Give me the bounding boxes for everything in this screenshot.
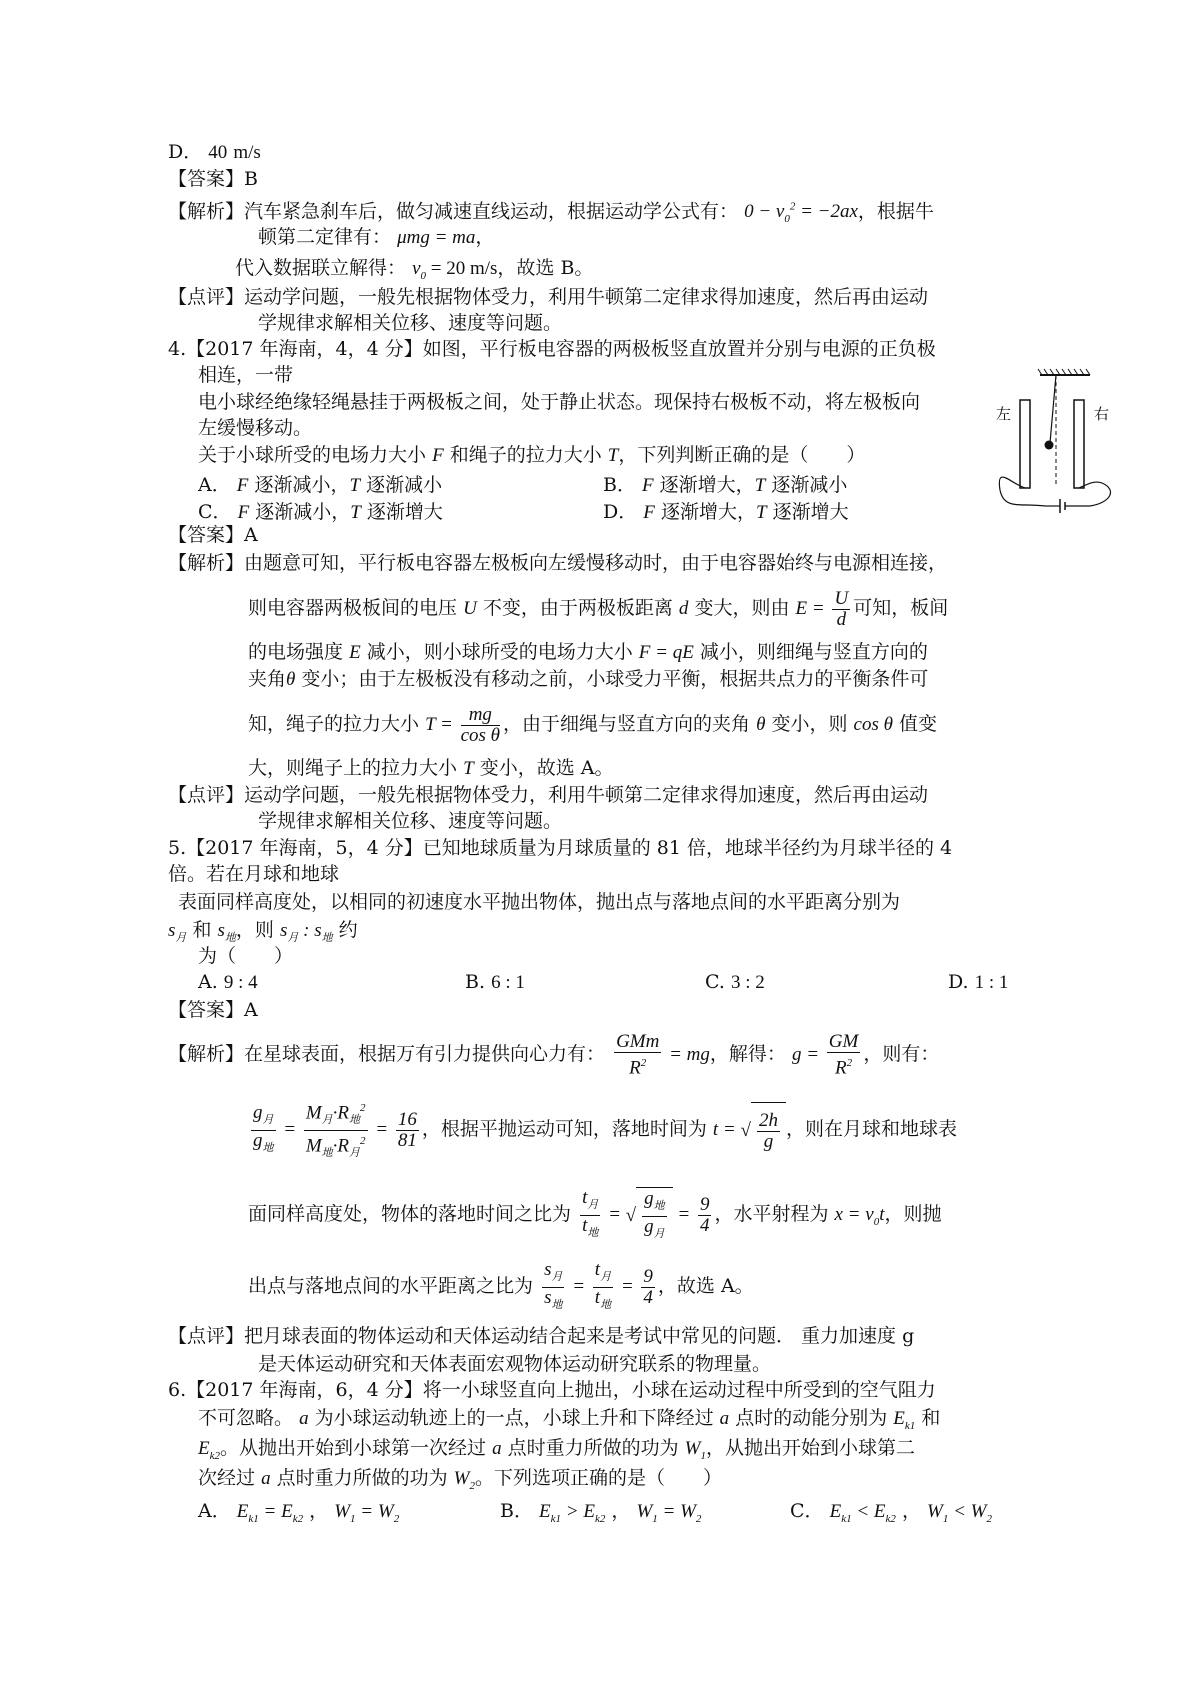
var-Ek1: $E_{k1}$ <box>893 1408 916 1432</box>
var-cos-theta: cos θ <box>853 714 893 735</box>
ratio-s: $s_月$ : $s_地$ <box>279 920 333 944</box>
var-d: d <box>678 598 689 619</box>
right-plate-label: 右 <box>1094 405 1110 423</box>
q6-stem-line-4 <box>198 1466 722 1498</box>
analysis-tag: 【解析】 <box>168 552 245 574</box>
stem-text: 为（ ） <box>198 945 294 967</box>
stem-text: 点时的动能分别为 <box>735 1407 888 1429</box>
q5-stem-line-3 <box>178 890 900 914</box>
analysis-text: ，则在月球和地球表 <box>785 1117 957 1140</box>
var-F: F <box>432 445 444 466</box>
analysis-text: 知，绳子的拉力大小 <box>248 713 420 735</box>
question-header: 5.【2017 年海南，5，4 分】已知地球质量为月球质量的 81 倍，地球半径约为月球半径的 4 <box>168 837 953 859</box>
var-s-moon: $s_月$ <box>168 920 187 944</box>
q4-stem-line-4 <box>198 416 312 440</box>
analysis-text: ，水平射程为 <box>714 1203 829 1225</box>
option-text: 逐渐减小， <box>255 501 351 523</box>
analysis-text: 变小，故选 A。 <box>479 757 614 779</box>
analysis-text: ，故选 B。 <box>497 257 594 279</box>
option-label: B． <box>500 1500 533 1522</box>
stem-text: 表面同样高度处，以相同的初速度水平抛出物体，抛出点与落地点间的水平距离分别为 <box>178 891 901 913</box>
q6-stem-line-3 <box>198 1436 915 1468</box>
q4-analysis-line-1 <box>168 551 947 575</box>
stem-text: 不可忽略。 <box>198 1407 294 1429</box>
stem-text: 和绳子的拉力大小 <box>449 444 602 466</box>
option-text: 逐渐减小 <box>771 474 848 496</box>
q4-option-a <box>198 470 442 497</box>
question-header: 4.【2017 年海南，4，4 分】如图，平行板电容器的两极板竖直放置并分别与电源的正负极 <box>168 338 936 360</box>
formula-x: $x = v_0t$ <box>834 1204 885 1228</box>
formula-newton: μmg = ma <box>397 227 476 248</box>
q5-comment-line-1 <box>168 1324 914 1348</box>
comment-text: 是天体运动研究和天体表面宏观物体运动研究联系的物理量。 <box>258 1353 772 1375</box>
analysis-text: 汽车紧急刹车后，做匀减速直线运动，根据运动学公式有： <box>244 200 739 223</box>
stem-text: 。下列选项正确的是（ ） <box>475 1467 723 1489</box>
comment-text: 把月球表面的物体运动和天体运动结合起来是考试中常见的问题． 重力加速度 g <box>244 1325 915 1347</box>
option-value: 6 : 1 <box>491 972 525 993</box>
q4-capacitor-figure <box>990 365 1190 515</box>
formula-t: t = √ $\frac{2h}{g}$ <box>713 1119 786 1140</box>
option-text: 逐渐增大 <box>772 501 849 523</box>
analysis-text: 减小，则细绳与竖直方向的 <box>699 641 928 663</box>
answer-tag: 【答案】 <box>168 524 245 546</box>
option-label: A. <box>198 971 218 993</box>
option-label: C． <box>790 1500 824 1522</box>
option-label: C． <box>198 501 232 523</box>
var-T: T <box>349 475 361 496</box>
left-plate-label: 左 <box>996 405 1012 423</box>
q4-stem-line-2 <box>198 363 293 387</box>
q4-stem-line-3 <box>198 390 920 414</box>
formula-s-ratio: $\frac{s_月}{s_地}$ = $\frac{t_月}{t_地}$ = $\frac{9}{4}$ <box>544 1259 653 1311</box>
stem-text: 次经过 <box>198 1467 256 1489</box>
q5-header <box>168 836 952 860</box>
analysis-text: 减小，则小球所受的电场力大小 <box>366 641 633 663</box>
option-text: 逐渐增大， <box>660 501 756 523</box>
stem-text: 倍。若在月球和地球 <box>168 863 340 885</box>
stem-text: 相连，一带 <box>198 364 294 386</box>
option-value: 3 : 2 <box>730 972 765 993</box>
var-theta: θ <box>286 669 296 690</box>
option-label: D． <box>603 501 638 523</box>
option-value: 9 : 4 <box>223 972 258 993</box>
q5-stem-line-2 <box>168 862 339 886</box>
var-a: a <box>299 1408 309 1429</box>
q5-analysis-line-2 <box>248 1098 957 1163</box>
option-label: D． <box>168 141 203 163</box>
analysis-text: 在星球表面，根据万有引力提供向心力有： <box>244 1043 606 1065</box>
q4-comment-line-1 <box>168 783 928 807</box>
option-formula: $E_{k1} < E_{k2}$ <box>829 1501 896 1525</box>
option-text: 逐渐增大 <box>366 501 443 523</box>
analysis-text: 的电场强度 <box>248 641 344 663</box>
analysis-text: ，由于细绳与竖直方向的夹角 <box>503 713 751 735</box>
q4-analysis-line-3 <box>248 640 928 665</box>
formula-F-qE: F = qE <box>638 642 694 663</box>
analysis-text: 代入数据联立解得： <box>235 257 407 279</box>
formula-g: g = $\frac{GM}{R^2}$ <box>791 1031 859 1079</box>
comment-text: 学规律求解相关位移、速度等问题。 <box>258 312 563 334</box>
formula-T: T = $\frac{mg}{\text{cos θ}}$ <box>425 704 501 747</box>
var-T: T <box>754 475 766 496</box>
stem-text: ，下列判断正确的是（ ） <box>618 444 866 466</box>
analysis-text: 可知，板间 <box>853 597 949 619</box>
option-formula: $W_1 < W_2$ <box>927 1501 992 1525</box>
analysis-text: 不变，由于两极板距离 <box>482 597 673 619</box>
formula-g-ratio: $\frac{g_月}{g_地}$ = $\frac{M_月\cdot R_地^2}{M_地\cdot R_月^2}$ = $\frac{16}{81}$ <box>248 1119 422 1140</box>
option-text: 逐渐增大， <box>659 474 755 496</box>
option-formula: $W_1 = W_2$ <box>636 1501 702 1525</box>
option-value: 1 : 1 <box>974 972 1009 993</box>
q4-option-c <box>198 497 443 524</box>
var-T: T <box>607 445 619 466</box>
analysis-text: 变小，则 <box>771 713 848 735</box>
comment-tag: 【点评】 <box>168 784 245 806</box>
option-formula: $W_1 = W_2$ <box>334 1501 400 1525</box>
var-theta: θ <box>756 714 766 735</box>
q4-option-b <box>603 470 847 497</box>
analysis-text: ，根据牛 <box>857 200 934 223</box>
comment-text: 学规律求解相关位移、速度等问题。 <box>258 810 563 832</box>
analysis-text: ，根据平抛运动可知，落地时间为 <box>421 1117 707 1140</box>
var-F: F <box>643 502 655 523</box>
var-W1: $W_1$ <box>684 1438 706 1462</box>
stem-text: 点时重力所做的功为 <box>276 1467 448 1489</box>
comment-tag: 【点评】 <box>168 286 245 308</box>
var-a: a <box>492 1438 502 1459</box>
option-unit: m/s <box>233 142 261 163</box>
analysis-tag: 【解析】 <box>168 200 245 223</box>
var-Ek2: $E_{k2}$ <box>198 1438 220 1462</box>
q5-option-c <box>705 971 765 994</box>
stem-text: 和 <box>192 919 212 941</box>
var-a: a <box>261 1468 271 1489</box>
var-W2: $W_2$ <box>453 1468 475 1492</box>
var-s-earth: $s_地$ <box>217 920 236 944</box>
answer-tag: 【答案】 <box>168 999 245 1021</box>
analysis-text: 大，则绳子上的拉力大小 <box>248 757 458 779</box>
formula-kinematics: $0 - v_0^2 = -2ax$ <box>744 201 858 226</box>
var-U: U <box>463 598 477 619</box>
q4-analysis-line-2 <box>248 584 948 633</box>
q4-analysis-line-4 <box>248 667 928 692</box>
var-F: F <box>237 502 250 523</box>
analysis-text: 则电容器两极板间的电压 <box>248 597 458 619</box>
q5-comment-line-2 <box>258 1352 771 1376</box>
stem-text: 电小球经绝缘轻绳悬挂于两极板之间，处于静止状态。现保持右极板不动，将左极板向 <box>198 391 921 413</box>
option-formula: $E_{k1} = E_{k2}$ <box>236 1501 304 1525</box>
q4-answer <box>168 523 258 547</box>
q3-analysis-line-2: 顿第二定律有： μmg = ma， <box>258 226 495 248</box>
analysis-tag: 【解析】 <box>168 1043 245 1065</box>
stem-text: ，从抛出开始到小球第二 <box>706 1437 916 1459</box>
analysis-text: ，则有： <box>863 1043 940 1065</box>
formula-gravity: $\frac{\text{GMm}}{R^2}$ = mg <box>616 1031 710 1079</box>
analysis-text: 面同样高度处，物体的落地时间之比为 <box>248 1203 572 1225</box>
analysis-text: 值变 <box>899 713 938 735</box>
option-label: D. <box>948 971 969 993</box>
q5-analysis-line-4 <box>248 1258 754 1315</box>
stem-text: 和 <box>921 1407 941 1429</box>
option-label: A． <box>198 1500 231 1522</box>
q5-option-d <box>948 971 1008 994</box>
var-F: F <box>642 475 654 496</box>
stem-text: ，则 <box>235 919 274 941</box>
answer-tag: 【答案】 <box>168 168 245 190</box>
option-text: 逐渐减小 <box>366 474 443 496</box>
var-a: a <box>719 1408 730 1429</box>
var-T: T <box>463 758 474 779</box>
analysis-text: 出点与落地点间的水平距离之比为 <box>248 1275 534 1297</box>
capacitor-diagram <box>990 365 1190 515</box>
q6-option-a: A． $E_{k1} = E_{k2}$ ， $W_1 = W_2$ <box>198 1500 400 1525</box>
analysis-text: 变小；由于左极板没有移动之前，小球受力平衡，根据共点力的平衡条件可 <box>301 668 929 690</box>
formula-v0: $v_0$ <box>412 258 426 282</box>
answer-value: A <box>244 524 258 546</box>
analysis-text: 顿第二定律有： <box>258 226 392 248</box>
comment-text: 运动学问题，一般先根据物体受力，利用牛顿第二定律求得加速度，然后再由运动 <box>244 286 929 308</box>
stem-text: 左缓慢移动。 <box>198 417 313 439</box>
q3-analysis-line-3: 代入数据联立解得： $v_0 = 20$ m/s，故选 B。 <box>235 257 594 282</box>
q4-comment-line-2 <box>258 809 562 833</box>
stem-text: 点时重力所做的功为 <box>507 1437 679 1459</box>
answer-value: A <box>244 999 258 1021</box>
stem-text: 为小球运动轨迹上的一点，小球上升和下降经过 <box>314 1407 714 1429</box>
q3-answer <box>168 167 258 191</box>
answer-value: B <box>244 168 258 190</box>
analysis-text: ，则抛 <box>884 1203 942 1225</box>
q6-option-c: C． $E_{k1} < E_{k2}$ ， $W_1 < W_2$ <box>790 1500 992 1525</box>
var-E: E <box>349 642 361 663</box>
option-label: C. <box>705 971 725 993</box>
q5-analysis-line-1 <box>168 1030 939 1079</box>
q6-stem-line-2 <box>198 1406 940 1438</box>
option-formula: $E_{k1} > E_{k2}$ <box>539 1501 606 1525</box>
analysis-text: 变大，则由 <box>694 597 790 619</box>
comment-text: 运动学问题，一般先根据物体受力，利用牛顿第二定律求得加速度，然后再由运动 <box>244 784 929 806</box>
q3-option-d <box>168 140 261 165</box>
q6-header <box>168 1378 936 1402</box>
stem-text: 。从抛出开始到小球第一次经过 <box>220 1437 487 1459</box>
var-T: T <box>755 502 767 523</box>
stem-text: 关于小球所受的电场力大小 <box>198 444 427 466</box>
option-text: 逐渐减小， <box>254 474 350 496</box>
formula-t-ratio: $\frac{t_月}{t_地}$ = √ $\frac{g_地}{g_月}$ = $\frac{9}{4}$ <box>577 1204 714 1225</box>
option-label: B． <box>603 474 636 496</box>
q4-option-d <box>603 497 849 524</box>
q4-analysis-line-5 <box>248 700 937 749</box>
q4-header <box>168 337 936 361</box>
q5-option-b <box>465 971 525 994</box>
question-header: 6.【2017 年海南，6，4 分】将一小球竖直向上抛出，小球在运动过程中所受到的空气阻力 <box>168 1379 936 1401</box>
option-label: B. <box>465 971 486 993</box>
option-value: 40 <box>208 142 228 163</box>
q4-analysis-line-6 <box>248 756 613 781</box>
q5-stem-line-5 <box>198 944 293 968</box>
analysis-text: 夹角 <box>248 668 287 690</box>
analysis-text: ，解得： <box>709 1043 786 1065</box>
q4-stem-line-5 <box>198 443 865 468</box>
comment-tag: 【点评】 <box>168 1325 245 1347</box>
formula-E-U-d: E = $\frac{U}{d}$ <box>795 588 849 631</box>
stem-text: 约 <box>338 919 358 941</box>
q3-comment-line-2 <box>258 311 562 335</box>
analysis-text: 由题意可知，平行板电容器左极板向左缓慢移动时，由于电容器始终与电源相连接， <box>244 552 948 574</box>
q5-answer <box>168 998 258 1022</box>
q6-option-b: B． $E_{k1} > E_{k2}$ ， $W_1 = W_2$ <box>500 1500 702 1525</box>
q5-option-a <box>198 971 258 994</box>
var-F: F <box>236 475 249 496</box>
q3-comment-line-1 <box>168 285 928 309</box>
q5-analysis-line-3 <box>248 1186 941 1250</box>
var-T: T <box>350 502 361 523</box>
option-label: A． <box>198 474 231 496</box>
analysis-text: ，故选 A。 <box>657 1275 754 1297</box>
